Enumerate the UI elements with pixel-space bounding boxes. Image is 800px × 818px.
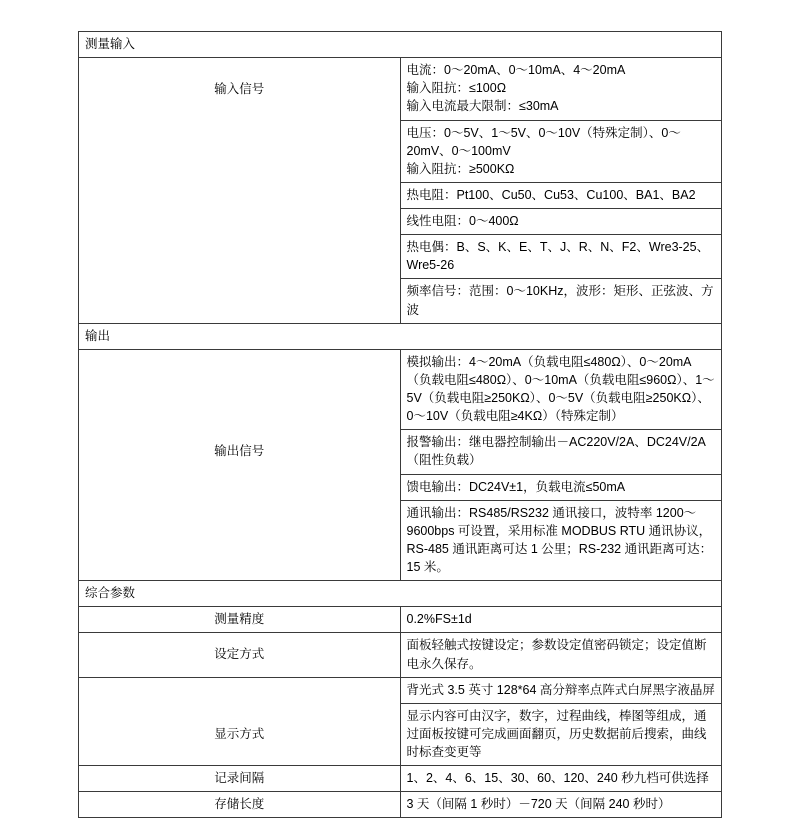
table-row xyxy=(79,766,722,792)
table-row xyxy=(79,349,722,430)
cell-display-lcd xyxy=(400,677,722,703)
row-label-storage-length: 存储长度 xyxy=(79,792,401,818)
row-label-spacer xyxy=(79,209,401,235)
row-label-spacer xyxy=(79,120,401,182)
row-label-record-interval: 记录间隔 xyxy=(79,766,401,792)
cell-accuracy xyxy=(400,607,722,633)
row-label-accuracy: 测量精度 xyxy=(79,607,401,633)
table-row xyxy=(79,703,722,765)
cell-input-frequency xyxy=(400,279,722,323)
row-label-spacer xyxy=(79,235,401,279)
text-line: 输入电流最大限制：≤30mA xyxy=(406,99,559,114)
group-title-output: 输出 xyxy=(79,323,722,349)
cell-record-interval xyxy=(400,766,722,792)
table-row xyxy=(79,323,722,349)
row-label-setting-method: 设定方式 xyxy=(79,633,401,677)
table-row xyxy=(79,581,722,607)
table-row xyxy=(79,209,722,235)
cell-setting-method xyxy=(400,633,722,677)
spec-sheet xyxy=(78,31,722,818)
text-line: 显示内容可由汉字，数字，过程曲线，棒图等组成，通过面板按键可完成画面翻页，历史数据前后搜索，曲线时标查变更等 xyxy=(406,708,707,759)
specification-table xyxy=(78,31,722,818)
table-row xyxy=(79,633,722,677)
row-label-output-signal xyxy=(79,349,401,430)
table-row xyxy=(79,58,722,120)
cell-storage-length xyxy=(400,792,722,818)
text-line: 0.2%FS±1d xyxy=(406,612,472,627)
table-row xyxy=(79,235,722,279)
cell-input-current xyxy=(400,58,722,120)
cell-input-thermocouple xyxy=(400,235,722,279)
row-label-input-signal: 输入信号 xyxy=(79,58,401,120)
table-row xyxy=(79,120,722,182)
row-label-display-method: 显示方式 xyxy=(79,703,401,765)
row-label-spacer xyxy=(79,500,401,581)
table-row xyxy=(79,32,722,58)
cell-output-power-supply xyxy=(400,474,722,500)
cell-input-linear-resistance xyxy=(400,209,722,235)
text-line: 馈电输出：DC24V±1，负载电流≤50mA xyxy=(406,479,626,494)
table-row xyxy=(79,500,722,581)
text-line: 面板轻触式按键设定；参数设定值密码锁定；设定值断电永久保存。 xyxy=(406,638,707,671)
cell-input-voltage xyxy=(400,120,722,182)
table-row xyxy=(79,430,722,474)
cell-display-content xyxy=(400,703,722,765)
text-line: 线性电阻：0～400Ω xyxy=(406,214,519,228)
text-line: 频率信号：范围：0～10KHz，波形：矩形、正弦波、方波 xyxy=(406,284,714,317)
group-title-general-parameters: 综合参数 xyxy=(79,581,722,607)
table-row xyxy=(79,182,722,208)
group-title-measurement-input: 测量输入 xyxy=(79,32,722,58)
table-row xyxy=(79,474,722,500)
text-line: 热电阻：Pt100、Cu50、Cu53、Cu100、BA1、BA2 xyxy=(406,187,696,202)
text-line: 背光式 3.5 英寸 128*64 高分辩率点阵式白屏黑字液晶屏 xyxy=(406,682,715,697)
cell-output-analog xyxy=(400,349,722,430)
row-label-output-signal-main: 输出信号 xyxy=(79,430,401,474)
row-label-display-method-top xyxy=(79,677,401,703)
text-line: 模拟输出：4～20mA（负载电阻≤480Ω）、0～20mA（负载电阻≤480Ω）、0～10mA（负载电阻≤960Ω）、1～5V（负载电阻≥250KΩ）、0～5V（负载电阻≥250KΩ）、0～10V（负载电阻≥4KΩ）（特殊定制） xyxy=(406,354,715,424)
text-line: 电压：0～5V、1～5V、0～10V（特殊定制）、0～20mV、0～100mV xyxy=(406,125,681,158)
cell-input-rtd xyxy=(400,182,722,208)
cell-output-alarm xyxy=(400,430,722,474)
table-row xyxy=(79,792,722,818)
text-line: 输入阻抗：≤100Ω xyxy=(406,81,507,96)
text-line: 输入阻抗：≥500KΩ xyxy=(406,161,515,176)
text-line: 1、2、4、6、15、30、60、120、240 秒九档可供选择 xyxy=(406,771,709,786)
cell-output-communication xyxy=(400,500,722,581)
row-label-spacer xyxy=(79,474,401,500)
text-line: 报警输出：继电器控制输出－AC220V/2A、DC24V/2A（阻性负载） xyxy=(406,435,706,468)
table-row xyxy=(79,677,722,703)
row-label-spacer xyxy=(79,279,401,323)
row-label-spacer xyxy=(79,182,401,208)
text-line: 通讯输出：RS485/RS232 通讯接口，波特率 1200～9600bps 可设置，采用标准 MODBUS RTU 通讯协议，RS-485 通讯距离可达 1 公里；RS-232 通讯距离可达：15 米。 xyxy=(406,505,713,574)
table-row xyxy=(79,279,722,323)
text-line: 电流：0～20mA、0～10mA、4～20mA xyxy=(406,63,626,78)
text-line: 3 天（间隔 1 秒时）－720 天（间隔 240 秒时） xyxy=(406,797,671,812)
text-line: 热电偶：B、S、K、E、T、J、R、N、F2、Wre3-25、Wre5-26 xyxy=(406,240,710,273)
table-row xyxy=(79,607,722,633)
